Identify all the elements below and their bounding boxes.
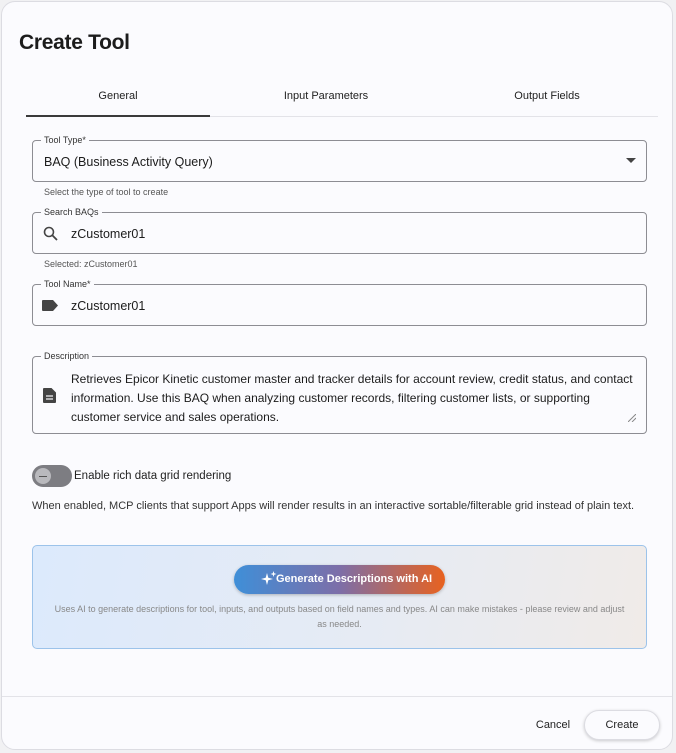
description-field[interactable] bbox=[32, 351, 647, 434]
search-baqs-label: Search BAQs bbox=[41, 207, 102, 218]
tool-type-value: BAQ (Business Activity Query) bbox=[44, 155, 213, 169]
rich-grid-label: Enable rich data grid rendering bbox=[74, 470, 232, 482]
resize-handle-icon[interactable] bbox=[628, 414, 636, 422]
document-icon bbox=[43, 388, 56, 403]
create-button[interactable]: Create bbox=[584, 710, 660, 740]
rich-grid-help: When enabled, MCP clients that support Apps will render results in an interactive sortable/filterable grid instead of plain text. bbox=[32, 500, 635, 512]
toggle-knob bbox=[35, 468, 51, 484]
tool-type-label: Tool Type* bbox=[41, 135, 89, 146]
label-icon bbox=[42, 300, 58, 311]
dialog-title: Create Tool bbox=[19, 31, 130, 54]
ai-generate-panel bbox=[32, 545, 647, 649]
tool-type-select[interactable] bbox=[32, 135, 647, 182]
description-textarea[interactable]: Retrieves Epicor Kinetic customer master and tracker details for account review, credit status, and contact information. Use this BAQ when analyzing customer records, filtering customer lists, or supporting customer service and sales operations. bbox=[71, 372, 633, 424]
tab-bar bbox=[26, 82, 658, 117]
search-icon bbox=[43, 226, 58, 241]
description-label: Description bbox=[41, 351, 92, 362]
sparkle-icon bbox=[261, 571, 277, 587]
generate-descriptions-label: Generate Descriptions with AI bbox=[276, 573, 433, 585]
dropdown-arrow-icon[interactable] bbox=[626, 158, 636, 164]
tool-name-input[interactable]: zCustomer01 bbox=[71, 299, 146, 313]
footer-divider bbox=[2, 696, 673, 697]
ai-disclaimer: Uses AI to generate descriptions for tool, inputs, and outputs based on field names and types. AI can make mistakes - please review and adjust as needed. bbox=[54, 604, 625, 629]
search-baqs-field[interactable] bbox=[32, 207, 647, 254]
tool-name-label: Tool Name* bbox=[41, 279, 94, 290]
search-baqs-input[interactable]: zCustomer01 bbox=[71, 227, 146, 241]
cancel-button[interactable]: Cancel bbox=[535, 719, 571, 731]
generate-descriptions-button[interactable] bbox=[234, 565, 445, 594]
tab-general[interactable]: General bbox=[26, 82, 210, 117]
create-tool-dialog bbox=[1, 1, 673, 750]
tab-input-parameters[interactable]: Input Parameters bbox=[283, 90, 369, 102]
tool-type-helper: Select the type of tool to create bbox=[44, 187, 169, 197]
tool-name-field[interactable] bbox=[32, 279, 647, 326]
search-baqs-helper: Selected: zCustomer01 bbox=[44, 259, 138, 269]
rich-grid-toggle[interactable] bbox=[32, 465, 72, 487]
tab-output-fields[interactable]: Output Fields bbox=[514, 90, 580, 102]
